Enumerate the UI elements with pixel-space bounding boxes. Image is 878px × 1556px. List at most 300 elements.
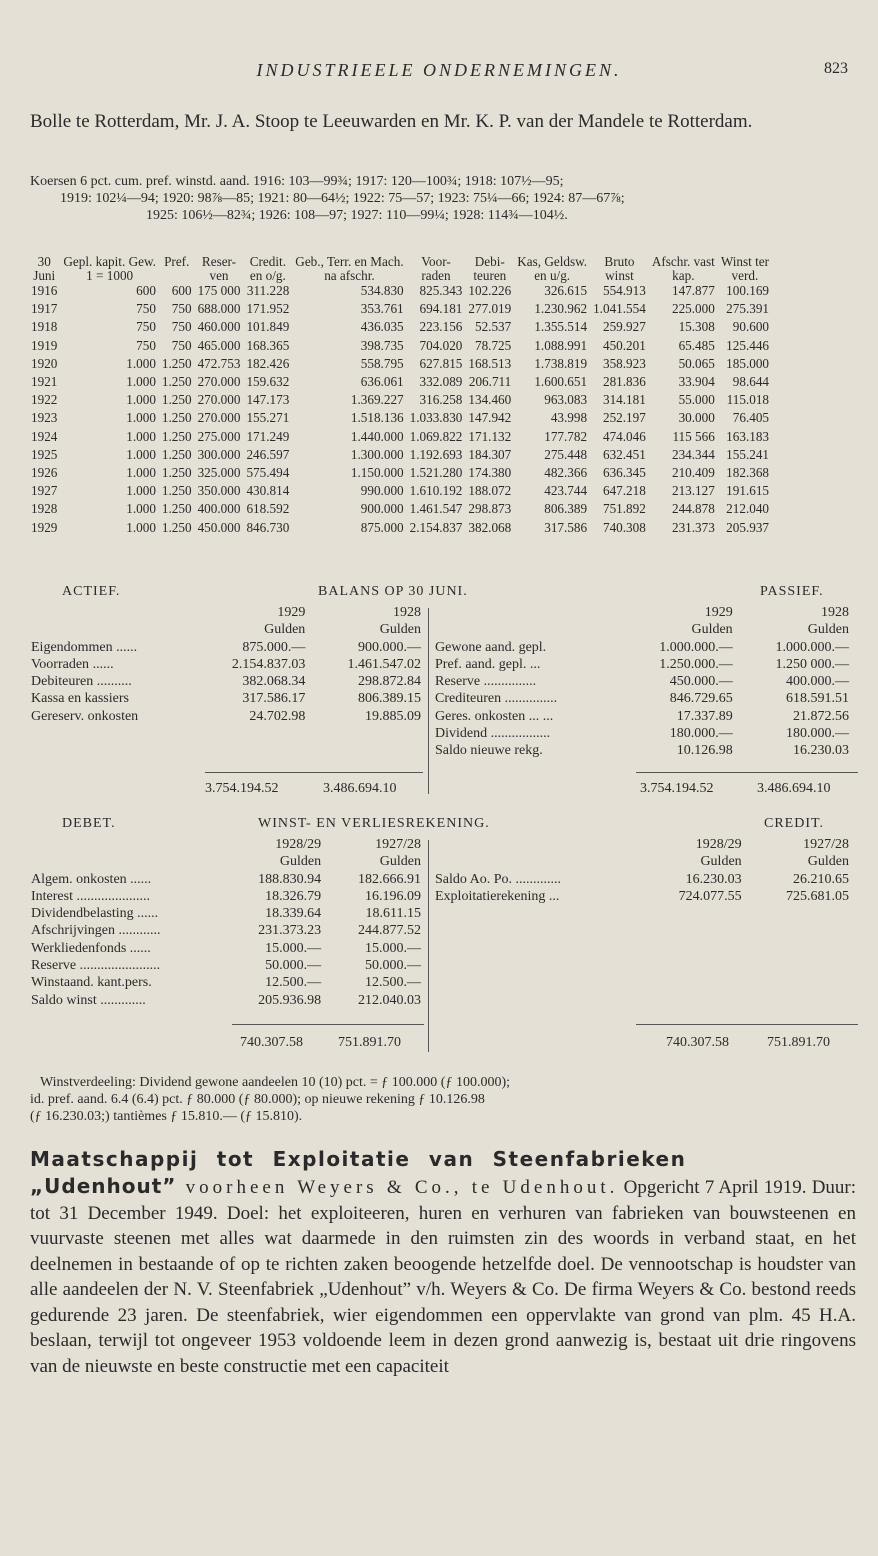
stats-value-cell: 825.343 — [419, 283, 463, 298]
stats-header-cell: Winst ter — [720, 254, 770, 269]
stats-header-cell: na afschr. — [324, 267, 375, 283]
company-name-quote: „Udenhout” — [30, 1174, 177, 1198]
winstverdeeling-line-3: (ƒ 16.230.03;) tantièmes ƒ 15.810.— (ƒ 15.810). — [30, 1109, 303, 1124]
item-name: Debiteuren — [31, 674, 94, 690]
stats-value-cell: 1.461.547 — [409, 501, 463, 517]
stats-value-cell: 155.271 — [246, 410, 290, 426]
item-value-previous: 400.000.— — [786, 674, 849, 690]
passief-row — [432, 742, 852, 759]
stats-value-cell: 1.300.000 — [350, 446, 404, 462]
stats-value-cell: 423.744 — [544, 483, 588, 499]
item-label — [432, 708, 619, 725]
stats-year-cell: 1924 — [31, 428, 58, 444]
stats-header-cell: raden — [421, 267, 451, 283]
stats-year-cell: 1916 — [31, 283, 58, 298]
stats-value-cell: 244.878 — [671, 501, 715, 517]
item-value-current: 180.000.— — [669, 726, 733, 742]
item-value-current: 450.000.— — [669, 674, 733, 690]
stats-value-cell: 1.369.227 — [350, 392, 404, 408]
actief-row — [28, 673, 424, 690]
balans-total-1929-passief: 3.754.194.52 — [640, 781, 714, 796]
debet-row — [28, 905, 424, 922]
item-leader: ............ — [118, 923, 161, 939]
stats-row — [28, 282, 772, 300]
stats-value-cell: 750 — [171, 301, 192, 317]
stats-value-cell: 534.830 — [360, 283, 404, 298]
stats-value-cell: 688.000 — [197, 301, 241, 317]
stats-value-cell: 1.250 — [161, 410, 192, 426]
stats-row — [28, 391, 772, 409]
stats-value-cell: 1.600.651 — [534, 374, 588, 390]
stats-row — [28, 519, 772, 537]
item-value-current: 1.000.000.— — [659, 639, 733, 655]
statistics-table — [28, 255, 772, 537]
stats-value-cell: 182.368 — [726, 465, 770, 481]
stats-value-cell: 1.000 — [126, 519, 156, 535]
stats-value-cell: 875.000 — [360, 519, 404, 535]
stats-value-cell: 125.446 — [726, 337, 770, 353]
stats-value-cell: 76.405 — [732, 410, 770, 426]
item-name: Afschrijvingen — [31, 923, 115, 939]
stats-value-cell: 694.181 — [419, 301, 463, 317]
item-leader: ....................... — [79, 958, 161, 974]
balans-passief-label: PASSIEF. — [760, 584, 824, 599]
stats-value-cell: 281.836 — [602, 374, 646, 390]
stats-value-cell: 632.451 — [602, 446, 646, 462]
item-value-current: 18.339.64 — [265, 906, 322, 922]
year-heading: 1928 — [821, 605, 849, 620]
stats-value-cell: 168.365 — [246, 337, 290, 353]
stats-value-cell: 30.000 — [678, 410, 715, 426]
stats-header-cell: Credit. — [249, 254, 286, 269]
stats-value-cell: 1.000 — [126, 355, 156, 371]
stats-value-cell: 191.615 — [726, 483, 770, 499]
winst-title: WINST- EN VERLIESREKENING. — [258, 816, 490, 831]
stats-value-cell: 182.426 — [246, 355, 290, 371]
stats-row — [28, 482, 772, 500]
stats-value-cell: 206.711 — [468, 374, 512, 390]
unit-heading: Gulden — [807, 854, 849, 870]
stats-value-cell: 1.041.554 — [593, 301, 646, 317]
unit-heading: Gulden — [279, 854, 322, 870]
stats-value-cell: 155.241 — [726, 446, 770, 462]
item-name: Saldo nieuwe rekg. — [435, 743, 543, 759]
stats-value-cell: 259.927 — [602, 319, 646, 335]
stats-value-cell: 704.020 — [419, 337, 463, 353]
stats-row — [28, 373, 772, 391]
item-name: Voorraden — [31, 656, 90, 672]
item-value-current: 15.000.— — [265, 940, 322, 956]
item-value-previous: 26.210.65 — [793, 871, 849, 887]
stats-value-cell: 600 — [136, 283, 156, 298]
actief-row — [28, 639, 424, 656]
stats-value-cell: 159.632 — [246, 374, 290, 390]
item-name: Gewone aand. gepl. — [435, 639, 547, 655]
stats-value-cell: 275.000 — [197, 428, 241, 444]
item-value-previous: 618.591.51 — [786, 691, 849, 707]
unit-heading: Gulden — [700, 854, 742, 870]
item-value-previous: 182.666.91 — [358, 871, 421, 887]
stats-value-cell: 460.000 — [197, 319, 241, 335]
stats-value-cell: 246.597 — [246, 446, 290, 462]
item-label — [28, 992, 224, 1009]
stats-value-cell: 1.440.000 — [350, 428, 404, 444]
item-name: Geres. onkosten — [435, 708, 526, 724]
item-value-previous: 16.230.03 — [793, 743, 849, 759]
stats-value-cell: 636.345 — [602, 465, 646, 481]
stats-value-cell: 102.226 — [468, 283, 512, 298]
item-name: Interest — [31, 888, 73, 904]
item-name: Dividendbelasting — [31, 906, 134, 922]
intro-paragraph: Bolle te Rotterdam, Mr. J. A. Stoop te Leeuwarden en Mr. K. P. van der Mandele te Rotterdam. — [30, 111, 753, 132]
passief-row — [432, 708, 852, 725]
stats-value-cell: 1.000 — [126, 410, 156, 426]
stats-value-cell: 750 — [171, 337, 192, 353]
stats-value-cell: 50.065 — [678, 355, 715, 371]
actief-row — [28, 690, 424, 707]
item-value-current: 205.936.98 — [258, 992, 322, 1008]
item-name: Saldo Ao. Po. — [435, 871, 513, 887]
stats-year-cell: 1927 — [31, 483, 58, 499]
passief-row — [432, 656, 852, 673]
item-label — [28, 656, 193, 673]
item-leader: ..................... — [76, 888, 150, 904]
stats-year-cell: 1920 — [31, 355, 58, 371]
stats-year-cell: 1925 — [31, 446, 58, 462]
stats-value-cell: 600 — [171, 283, 192, 298]
item-label — [432, 888, 637, 905]
stats-value-cell: 147.942 — [468, 410, 512, 426]
stats-row — [28, 355, 772, 373]
year-heading: 1929 — [704, 605, 733, 620]
item-leader: .......... — [96, 674, 132, 690]
item-label — [28, 639, 193, 656]
stats-year-cell: 1921 — [31, 374, 58, 390]
stats-value-cell: 115 566 — [672, 428, 715, 444]
stats-value-cell: 627.815 — [419, 355, 463, 371]
item-value-previous: 18.611.15 — [365, 906, 421, 922]
stats-value-cell: 171.952 — [246, 301, 290, 317]
stats-year-cell: 1917 — [31, 301, 58, 317]
item-label — [432, 742, 619, 759]
item-name: Pref. aand. gepl. — [435, 656, 527, 672]
stats-value-cell: 1.250 — [161, 392, 192, 408]
stats-value-cell: 1.250 — [161, 446, 192, 462]
balans-total-1929-actief: 3.754.194.52 — [205, 781, 279, 796]
year-heading: 1928 — [393, 605, 421, 620]
stats-value-cell: 1.250 — [161, 428, 192, 444]
item-value-current: 18.326.79 — [265, 888, 322, 904]
item-leader: ................. — [490, 726, 551, 742]
balans-total-1928-actief: 3.486.694.10 — [323, 781, 397, 796]
item-value-current: 10.126.98 — [676, 743, 733, 759]
item-leader: ............... — [504, 691, 558, 707]
year-heading: 1928/29 — [695, 837, 742, 852]
stats-header-cell: Geb., Terr. en Mach. — [295, 254, 404, 269]
item-value-previous: 1.000.000.— — [775, 639, 849, 655]
item-value-current: 16.230.03 — [685, 871, 742, 887]
winstverdeeling-line-1: Winstverdeeling: Dividend gewone aandeelen 10 (10) pct. = ƒ 100.000 (ƒ 100.000); — [40, 1075, 510, 1090]
unit-heading: Gulden — [807, 622, 849, 638]
winst-total-1 debet: 740.307.58 — [240, 1035, 303, 1050]
stats-value-cell: 325.000 — [197, 465, 241, 481]
stats-value-cell: 1.738.819 — [534, 355, 588, 371]
stats-value-cell: 43.998 — [550, 410, 588, 426]
item-label — [432, 673, 619, 690]
stats-value-cell: 52.537 — [474, 319, 512, 335]
item-value-current: 17.337.89 — [676, 708, 733, 724]
stats-value-cell: 223.156 — [419, 319, 463, 335]
balans-passief-table — [432, 604, 852, 760]
item-value-current: 2.154.837.03 — [231, 656, 306, 672]
year-heading: 1927/28 — [375, 837, 421, 852]
company-name-rest: voorheen Weyers & Co., te Udenhout. — [176, 1177, 619, 1198]
item-leader: ...... — [130, 871, 152, 887]
stats-row — [28, 464, 772, 482]
item-value-previous: 212.040.03 — [358, 992, 421, 1008]
credit-row — [432, 888, 852, 905]
item-value-current: 188.830.94 — [258, 871, 322, 887]
stats-value-cell: 277.019 — [468, 301, 512, 317]
item-name: Kassa en kassiers — [31, 691, 129, 707]
year-heading: 1929 — [277, 605, 306, 620]
stats-value-cell: 353.761 — [360, 301, 404, 317]
stats-value-cell: 558.795 — [360, 355, 404, 371]
year-heading: 1927/28 — [803, 837, 849, 852]
total-rule — [636, 772, 858, 773]
winst-credit-table — [432, 836, 852, 905]
stats-year-cell: 1919 — [31, 337, 58, 353]
stats-value-cell: 900.000 — [360, 501, 404, 517]
debet-row — [28, 940, 424, 957]
passief-row — [432, 639, 852, 656]
stats-header-cell: winst — [605, 267, 634, 283]
item-label — [28, 957, 224, 974]
item-label — [28, 940, 224, 957]
total-rule — [636, 1024, 858, 1025]
stats-value-cell: 55.000 — [678, 392, 715, 408]
item-value-previous: 900.000.— — [358, 639, 421, 655]
item-name: Reserve — [435, 674, 481, 690]
stats-year-cell: 1923 — [31, 410, 58, 426]
item-leader: ............... — [483, 674, 537, 690]
item-label — [432, 639, 619, 656]
balans-actief-table — [28, 604, 424, 725]
winst-total-2-credit: 751.891.70 — [767, 1035, 830, 1050]
stats-value-cell: 647.218 — [602, 483, 646, 499]
stats-value-cell: 450.201 — [602, 337, 646, 353]
item-label — [28, 673, 193, 690]
item-name: Algem. onkosten — [31, 871, 127, 887]
unit-heading: Gulden — [379, 854, 421, 870]
item-label — [432, 725, 619, 742]
winst-debet-table — [28, 836, 424, 1009]
stats-header-cell: Reser- — [201, 254, 237, 269]
unit-heading: Gulden — [379, 622, 421, 638]
stats-header-cell: 1 = 1000 — [86, 267, 134, 283]
stats-value-cell: 231.373 — [671, 519, 715, 535]
stats-value-cell: 1.250 — [161, 519, 192, 535]
credit-row — [432, 871, 852, 888]
item-value-current: 846.729.65 — [669, 691, 733, 707]
stats-value-cell: 636.061 — [360, 374, 404, 390]
stats-value-cell: 317.586 — [544, 519, 588, 535]
debet-row — [28, 992, 424, 1009]
item-name: Crediteuren — [435, 691, 502, 707]
passief-row — [432, 673, 852, 690]
stats-value-cell: 188.072 — [468, 483, 512, 499]
stats-value-cell: 1.088.991 — [534, 337, 588, 353]
stats-value-cell: 1.610.192 — [409, 483, 463, 499]
stats-value-cell: 963.083 — [544, 392, 588, 408]
stats-value-cell: 350.000 — [197, 483, 241, 499]
stats-value-cell: 275.448 — [544, 446, 588, 462]
item-leader: ...... — [116, 639, 138, 655]
stats-value-cell: 210.409 — [671, 465, 715, 481]
item-value-previous: 21.872.56 — [793, 708, 849, 724]
item-leader: ... — [529, 656, 541, 672]
stats-value-cell: 171.132 — [468, 428, 512, 444]
stats-value-cell: 100.169 — [726, 283, 770, 298]
stats-row — [28, 318, 772, 336]
stats-row — [28, 500, 772, 518]
stats-value-cell: 750 — [171, 319, 192, 335]
unit-heading: Gulden — [691, 622, 733, 638]
stats-value-cell: 465.000 — [197, 337, 241, 353]
item-label — [28, 974, 224, 991]
stats-value-cell: 1.230.962 — [534, 301, 588, 317]
stats-year-cell: 1918 — [31, 319, 58, 335]
koersen-line-2: 1919: 102¼—94; 1920: 98⅞—85; 1921: 80—64½; 1922: 75—57; 1923: 75¼—66; 1924: 87—67⅞; — [60, 191, 625, 206]
stats-row — [28, 428, 772, 446]
stats-value-cell: 1.000 — [126, 446, 156, 462]
stats-value-cell: 332.089 — [419, 374, 463, 390]
debet-row — [28, 957, 424, 974]
item-value-previous: 1.461.547.02 — [347, 656, 421, 672]
stats-value-cell: 78.725 — [474, 337, 512, 353]
stats-value-cell: 300.000 — [197, 446, 241, 462]
stats-value-cell: 326.615 — [544, 283, 588, 298]
stats-value-cell: 205.937 — [726, 519, 770, 535]
stats-value-cell: 270.000 — [197, 410, 241, 426]
stats-value-cell: 184.307 — [468, 446, 512, 462]
stats-value-cell: 275.391 — [726, 301, 770, 317]
page-number: 823 — [824, 60, 848, 77]
stats-value-cell: 1.192.693 — [409, 446, 463, 462]
stats-value-cell: 740.308 — [602, 519, 646, 535]
stats-value-cell: 1.069.822 — [409, 428, 463, 444]
stats-header-cell: Pref. — [164, 254, 190, 269]
stats-header-cell: teuren — [473, 267, 507, 283]
item-value-previous: 1.250 000.— — [775, 656, 849, 672]
koersen-line-1: Koersen 6 pct. cum. pref. winstd. aand. 1916: 103—99¾; 1917: 120—100¾; 1918: 107½—95; — [30, 174, 564, 189]
total-rule — [205, 772, 423, 773]
stats-value-cell: 174.380 — [468, 465, 512, 481]
balans-title: BALANS OP 30 JUNI. — [318, 584, 468, 599]
stats-header-cell — [159, 269, 195, 283]
stats-value-cell: 98.644 — [732, 374, 770, 390]
item-label — [28, 922, 224, 939]
stats-header-cell: kap. — [672, 267, 695, 283]
stats-value-cell: 90.600 — [732, 319, 770, 335]
stats-year-cell: 1928 — [31, 501, 58, 517]
total-rule — [232, 1024, 424, 1025]
stats-value-cell: 177.782 — [544, 428, 588, 444]
item-value-previous: 19.885.09 — [365, 708, 421, 724]
stats-year-cell: 1929 — [31, 519, 58, 535]
stats-year-cell: 1922 — [31, 392, 58, 408]
item-name: Gereserv. onkosten — [31, 708, 139, 724]
stats-value-cell: 751.892 — [602, 501, 646, 517]
stats-value-cell: 482.366 — [544, 465, 588, 481]
item-value-previous: 298.872.84 — [358, 674, 421, 690]
item-leader: ...... — [129, 940, 151, 956]
stats-header-cell: ven — [209, 267, 229, 283]
unit-heading: Gulden — [264, 622, 306, 638]
item-value-previous: 244.877.52 — [358, 923, 421, 939]
stats-value-cell: 171.249 — [246, 428, 290, 444]
stats-header-cell: Afschr. vast — [651, 254, 715, 269]
item-value-current: 50.000.— — [265, 958, 322, 974]
passief-row — [432, 725, 852, 742]
stats-value-cell: 1.000 — [126, 465, 156, 481]
koersen-line-3: 1925: 106½—82¾; 1926: 108—97; 1927: 110—99¼; 1928: 114¾—104½. — [146, 208, 568, 223]
item-name: Eigendommen — [31, 639, 113, 655]
company-name-line-1: Maatschappij tot Exploitatie van Steenfabrieken — [30, 1147, 687, 1171]
stats-value-cell: 400.000 — [197, 501, 241, 517]
stats-value-cell: 1.250 — [161, 374, 192, 390]
stats-value-cell: 1.250 — [161, 355, 192, 371]
stats-header-cell: Kas, Geldsw. — [517, 254, 588, 269]
item-name: Reserve — [31, 958, 77, 974]
stats-header-cell: Voor- — [421, 254, 451, 269]
stats-value-cell: 1.000 — [126, 428, 156, 444]
stats-header-cell: Gepl. kapit. Gew. — [63, 254, 156, 269]
stats-value-cell: 1.518.136 — [350, 410, 404, 426]
stats-value-cell: 1.150.000 — [350, 465, 404, 481]
item-name: Dividend — [435, 726, 488, 742]
stats-value-cell: 382.068 — [468, 519, 512, 535]
winstverdeeling-line-2: id. pref. aand. 6.4 (6.4) pct. ƒ 80.000 (ƒ 80.000); op nieuwe rekening ƒ 10.126.98 — [30, 1092, 485, 1107]
stats-value-cell: 298.873 — [468, 501, 512, 517]
stats-header-cell: Bruto — [604, 254, 635, 269]
stats-value-cell: 1.000 — [126, 483, 156, 499]
item-label — [28, 888, 224, 905]
stats-value-cell: 213.127 — [671, 483, 715, 499]
actief-row — [28, 656, 424, 673]
winst-credit-label: CREDIT. — [764, 816, 825, 831]
stats-value-cell: 15.308 — [678, 319, 715, 335]
stats-value-cell: 474.046 — [602, 428, 646, 444]
winst-debet-label: DEBET. — [62, 816, 116, 831]
balans-total-1928-passief: 3.486.694.10 — [757, 781, 831, 796]
item-value-previous: 806.389.15 — [358, 691, 421, 707]
actief-row — [28, 708, 424, 725]
stats-value-cell: 1.000 — [126, 501, 156, 517]
stats-value-cell: 436.035 — [360, 319, 404, 335]
item-value-previous: 725.681.05 — [786, 888, 849, 904]
item-leader: ............. — [515, 871, 562, 887]
debet-row — [28, 888, 424, 905]
stats-row — [28, 409, 772, 427]
item-value-current: 231.373.23 — [258, 923, 322, 939]
stats-value-cell: 750 — [136, 337, 156, 353]
company-body: Opgericht 7 April 1919. Duur: tot 31 December 1949. Doel: het exploiteeren, huren en verhuren van fabrieken van bouwsteenen en vuurvaste steenen met alles wat daarmede in den ruimsten zin des woords in verband staat, en het deelnemen in bestaande of op te richten zaken beoogende hetzelfde doel. De vennootschap is houdster van alle aandeelen der N. V. Steenfabriek „Udenhout” v/h. Weyers & Co. De firma Weyers & Co. bestond reeds gedurende 23 jaren. De steenfabriek, wier eigendommen een oppervlakte van grond van plm. 45 H.A. beslaan, terwijl tot ongeveer 1953 voldoende leem in dezen grond aanwezig is, bestaat uit drie ringovens van de nieuwste en beste constructie met een capaciteit — [30, 1177, 857, 1377]
item-label — [432, 871, 637, 888]
stats-row — [28, 300, 772, 318]
stats-value-cell: 1.000 — [126, 374, 156, 390]
header-title: INDUSTRIEELE ONDERNEMINGEN. — [256, 60, 622, 80]
